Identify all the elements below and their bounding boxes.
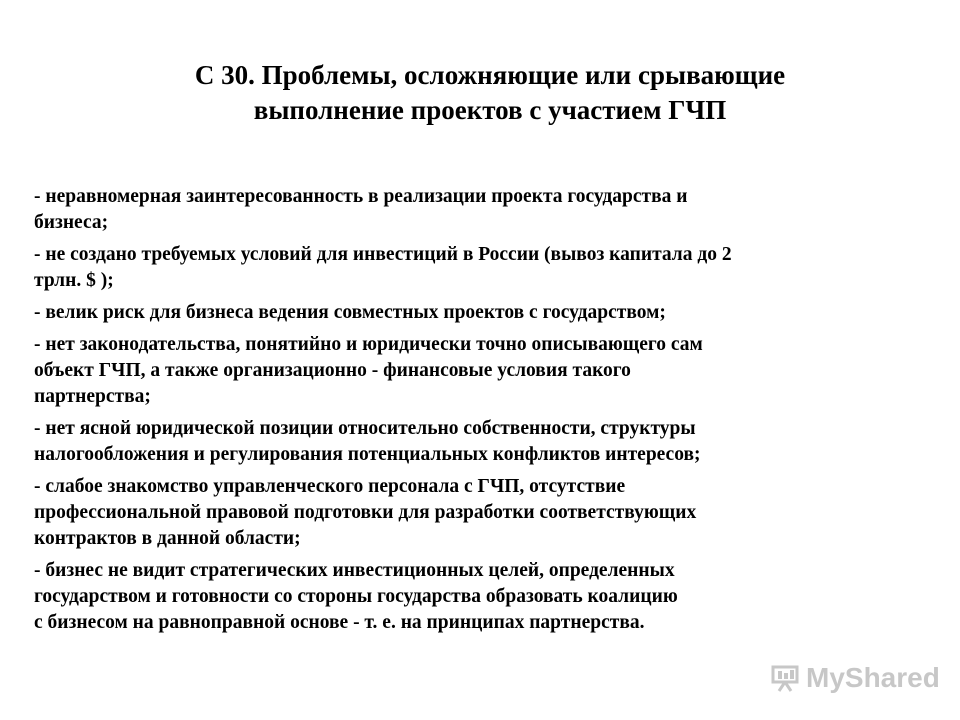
- problem-item: [34, 416, 934, 468]
- problem-item: [34, 558, 934, 636]
- problem-item: [34, 300, 934, 326]
- problem-item: [34, 332, 934, 410]
- problem-item-line: партнерства;: [34, 386, 151, 407]
- problem-item-line: с бизнесом на равноправной основе - т. е. на принципах партнерства.: [34, 612, 645, 633]
- slide-title-line-2: выполнение проектов с участием ГЧП: [253, 95, 727, 125]
- problem-item: [34, 242, 934, 294]
- problem-item-line: - нет законодательства, понятийно и юридически точно описывающего сам: [34, 334, 703, 355]
- problem-item-line: - велик риск для бизнеса ведения совместных проектов с государством;: [34, 302, 666, 323]
- watermark-text: MyShared: [806, 662, 940, 693]
- problem-item-line: профессиональной правовой подготовки для разработки соответствующих: [34, 502, 697, 523]
- slide-title-line-1: С 30. Проблемы, осложняющие или срывающие: [194, 60, 786, 90]
- slide-title: [100, 58, 880, 128]
- problem-item: [34, 474, 934, 552]
- problem-item-line: объект ГЧП, а также организационно - финансовые условия такого: [34, 360, 631, 381]
- problem-item-line: контрактов в данной области;: [34, 528, 301, 549]
- watermark: [770, 658, 940, 698]
- problem-item-line: государством и готовности со стороны государства образовать коалицию: [34, 586, 678, 607]
- problem-list: [34, 184, 934, 642]
- problem-item-line: бизнеса;: [34, 212, 109, 233]
- problem-item-line: - бизнес не видит стратегических инвестиционных целей, определенных: [34, 560, 675, 581]
- problem-item-line: налогообложения и регулирования потенциальных конфликтов интересов;: [34, 444, 701, 465]
- problem-item: [34, 184, 934, 236]
- problem-item-line: - неравномерная заинтересованность в реализации проекта государства и: [34, 186, 688, 207]
- problem-item-line: трлн. $ );: [34, 270, 114, 291]
- problem-item-line: - не создано требуемых условий для инвестиций в России (вывоз капитала до 2: [34, 244, 732, 265]
- problem-item-line: - нет ясной юридической позиции относительно собственности, структуры: [34, 418, 696, 439]
- problem-item-line: - слабое знакомство управленческого персонала с ГЧП, отсутствие: [34, 476, 626, 497]
- presentation-board-icon: [770, 663, 800, 693]
